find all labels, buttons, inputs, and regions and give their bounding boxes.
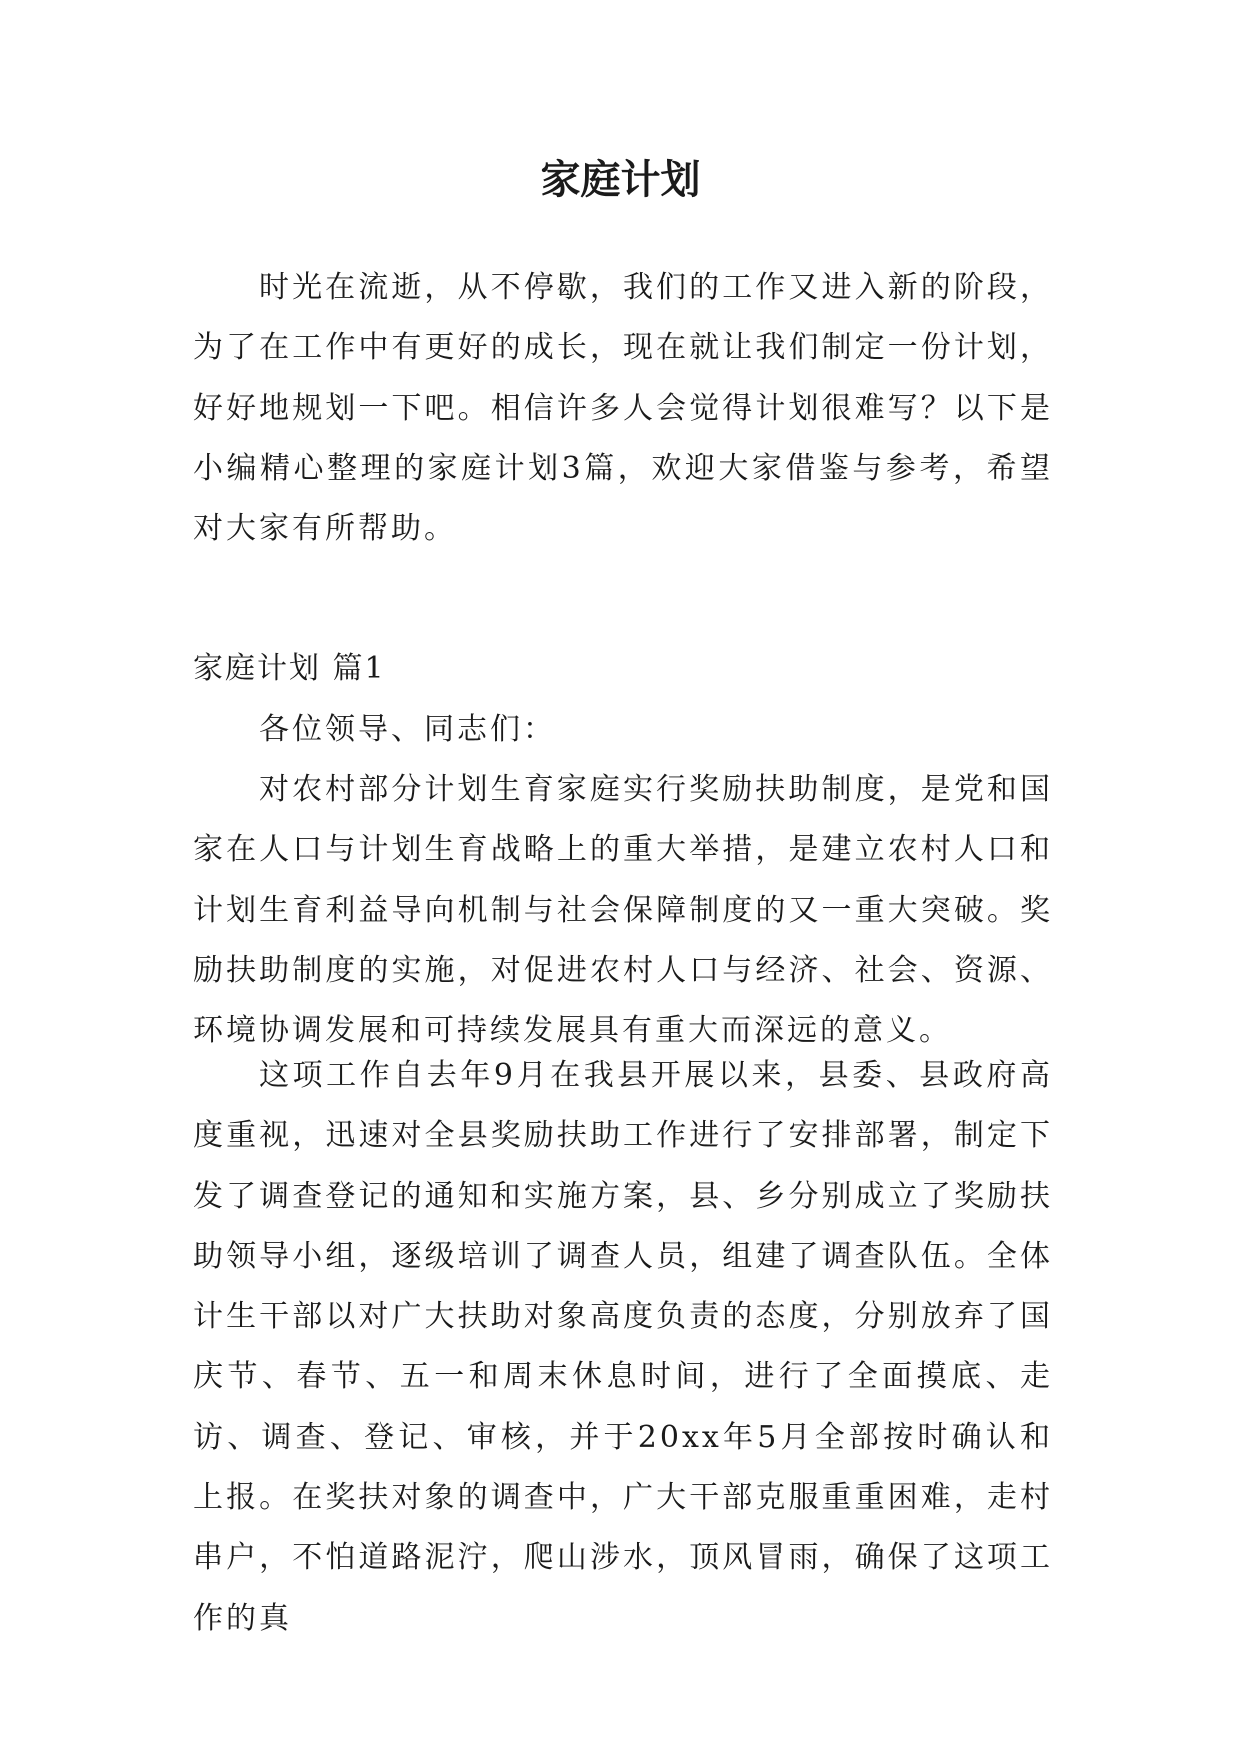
body-paragraph: 对农村部分计划生育家庭实行奖励扶助制度，是党和国家在人口与计划生育战略上的重大举措，是建立农村人口和计划生育利益导向机制与社会保障制度的又一重大突破。奖励扶助制度的实施，对促进农村人口与经济、社会、资源、环境协调发展和可持续发展具有重大而深远的意义。 [193, 772, 1053, 1049]
greeting-line: 各位领导、同志们： [259, 712, 556, 747]
document-title: 家庭计划 [540, 156, 701, 203]
body-paragraph: 这项工作自去年9月在我县开展以来，县委、县政府高度重视，迅速对全县奖励扶助工作进行了安排部署，制定下发了调查登记的通知和实施方案，县、乡分别成立了奖励扶助领导小组，逐级培训了调查人员，组建了调查队伍。全体计生干部以对广大扶助对象高度负责的态度，分别放弃了国庆节、春节、五一和周末休息时间，进行了全面摸底、走访、调查、登记、审核，并于20xx年5月全部按时确认和上报。在奖扶对象的调查中，广大干部克服重重困难，走村串户，不怕道路泥泞，爬山涉水，顶风冒雨，确保了这项工作的真 [193, 1058, 1053, 1636]
intro-paragraph: 时光在流逝，从不停歇，我们的工作又进入新的阶段，为了在工作中有更好的成长，现在就让我们制定一份计划，好好地规划一下吧。相信许多人会觉得计划很难写？以下是小编精心整理的家庭计划3篇，欢迎大家借鉴与参考，希望对大家有所帮助。 [193, 270, 1053, 547]
section-heading: 家庭计划 篇1 [193, 651, 386, 686]
